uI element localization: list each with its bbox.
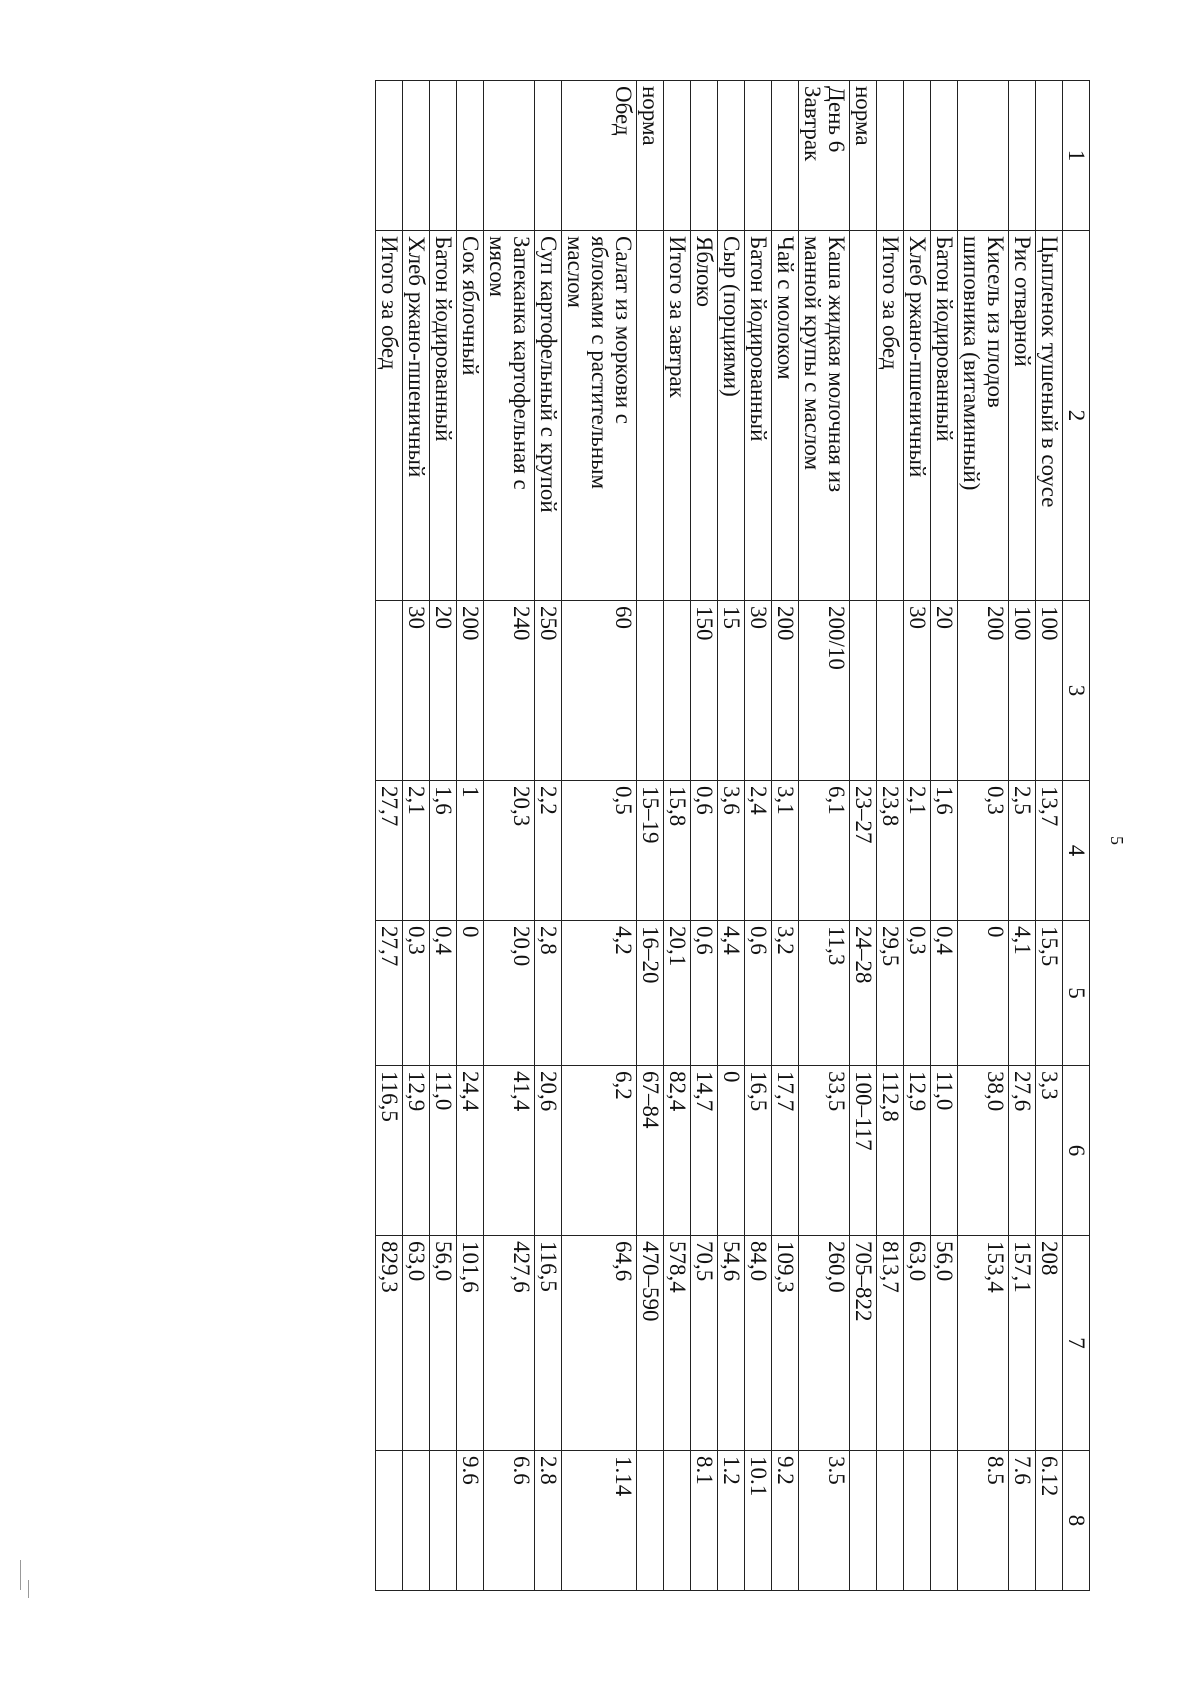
protein-cell: 0,5 (562, 781, 637, 921)
dish-cell: Чай с молоком (772, 231, 799, 601)
carbs-cell: 33,5 (799, 1066, 850, 1236)
recipe-number-cell: 2.8 (535, 1451, 562, 1591)
fat-cell: 20,0 (484, 921, 535, 1066)
section-cell (403, 81, 430, 231)
section-cell (772, 81, 799, 231)
carbs-cell: 24,4 (457, 1066, 484, 1236)
energy-cell: 64,6 (562, 1236, 637, 1451)
dish-cell: Хлеб ржано-пшеничный (904, 231, 931, 601)
recipe-number-cell: 10.1 (745, 1451, 772, 1591)
carbs-cell: 116,5 (376, 1066, 403, 1236)
portion-cell (376, 601, 403, 781)
protein-cell: 6,1 (799, 781, 850, 921)
energy-cell: 260,0 (799, 1236, 850, 1451)
protein-cell: 2,4 (745, 781, 772, 921)
protein-cell: 15,8 (664, 781, 691, 921)
protein-cell: 23,8 (877, 781, 904, 921)
protein-cell: 2,1 (403, 781, 430, 921)
section-cell (376, 81, 403, 231)
portion-cell: 250 (535, 601, 562, 781)
header-cell-2: 2 (1063, 231, 1090, 601)
fat-cell: 11,3 (799, 921, 850, 1066)
dish-cell: Итого за обед (376, 231, 403, 601)
portion-cell (637, 601, 664, 781)
scan-edge-mark (20, 1560, 21, 1590)
carbs-cell: 41,4 (484, 1066, 535, 1236)
table-row (1036, 81, 1063, 1591)
portion-cell: 200 (457, 601, 484, 781)
energy-cell: 63,0 (403, 1236, 430, 1451)
table-row (637, 81, 664, 1591)
protein-cell: 1 (457, 781, 484, 921)
fat-cell: 2,8 (535, 921, 562, 1066)
recipe-number-cell: 1.14 (562, 1451, 637, 1591)
dish-cell: Салат из моркови с яблоками с растительным маслом (562, 231, 637, 601)
table-row (799, 81, 850, 1591)
recipe-number-cell (850, 1451, 877, 1591)
section-cell (931, 81, 958, 231)
portion-cell: 30 (403, 601, 430, 781)
portion-cell: 30 (745, 601, 772, 781)
section-cell (718, 81, 745, 231)
section-cell (664, 81, 691, 231)
energy-cell: 56,0 (430, 1236, 457, 1451)
table-row (484, 81, 535, 1591)
recipe-number-cell: 1.2 (718, 1451, 745, 1591)
dish-cell: Рис отварной (1009, 231, 1036, 601)
fat-cell: 4,2 (562, 921, 637, 1066)
table-row (1009, 81, 1036, 1591)
section-cell: Обед (562, 81, 637, 231)
header-cell-7: 7 (1063, 1236, 1090, 1451)
fat-cell: 16–20 (637, 921, 664, 1066)
recipe-number-cell: 8.1 (691, 1451, 718, 1591)
section-cell (877, 81, 904, 231)
dish-cell: Суп картофельный с крупой (535, 231, 562, 601)
dish-cell: Сыр (порциями) (718, 231, 745, 601)
dish-cell: Батон йодированный (430, 231, 457, 601)
recipe-number-cell (904, 1451, 931, 1591)
header-cell-6: 6 (1063, 1066, 1090, 1236)
header-cell-5: 5 (1063, 921, 1090, 1066)
carbs-cell: 14,7 (691, 1066, 718, 1236)
protein-cell: 20,3 (484, 781, 535, 921)
fat-cell: 0,4 (931, 921, 958, 1066)
portion-cell: 15 (718, 601, 745, 781)
table-row (904, 81, 931, 1591)
dish-cell: Итого за завтрак (664, 231, 691, 601)
fat-cell: 4,1 (1009, 921, 1036, 1066)
portion-cell: 100 (1009, 601, 1036, 781)
section-cell (535, 81, 562, 231)
portion-cell: 60 (562, 601, 637, 781)
carbs-cell: 0 (718, 1066, 745, 1236)
carbs-cell: 16,5 (745, 1066, 772, 1236)
carbs-cell: 12,9 (403, 1066, 430, 1236)
carbs-cell: 82,4 (664, 1066, 691, 1236)
table-row (691, 81, 718, 1591)
energy-cell: 578,4 (664, 1236, 691, 1451)
table-row (562, 81, 637, 1591)
section-cell (745, 81, 772, 231)
carbs-cell: 27,6 (1009, 1066, 1036, 1236)
dish-cell (850, 231, 877, 601)
dish-cell: Запеканка картофельная с мясом (484, 231, 535, 601)
dish-cell: Кисель из плодов шиповника (витаминный) (958, 231, 1009, 601)
energy-cell: 813,7 (877, 1236, 904, 1451)
header-cell-8: 8 (1063, 1451, 1090, 1591)
dish-cell: Цыпленок тушеный в соусе (1036, 231, 1063, 601)
energy-cell: 153,4 (958, 1236, 1009, 1451)
energy-cell: 101,6 (457, 1236, 484, 1451)
portion-cell: 200 (958, 601, 1009, 781)
fat-cell: 0 (457, 921, 484, 1066)
energy-cell: 54,6 (718, 1236, 745, 1451)
section-cell: День 6 Завтрак (799, 81, 850, 231)
recipe-number-cell (877, 1451, 904, 1591)
table-row (958, 81, 1009, 1591)
header-row (1063, 81, 1090, 1591)
recipe-number-cell (376, 1451, 403, 1591)
energy-cell: 427,6 (484, 1236, 535, 1451)
energy-cell: 116,5 (535, 1236, 562, 1451)
fat-cell: 0,6 (745, 921, 772, 1066)
dish-cell: Батон йодированный (931, 231, 958, 601)
rotated-table-container (120, 80, 1090, 1590)
protein-cell: 13,7 (1036, 781, 1063, 921)
scan-edge-mark (28, 1580, 29, 1598)
section-cell (430, 81, 457, 231)
recipe-number-cell (430, 1451, 457, 1591)
portion-cell: 150 (691, 601, 718, 781)
dish-cell: Каша жидкая молочная из манной крупы с маслом (799, 231, 850, 601)
fat-cell: 15,5 (1036, 921, 1063, 1066)
table-row (745, 81, 772, 1591)
portion-cell: 20 (430, 601, 457, 781)
carbs-cell: 6,2 (562, 1066, 637, 1236)
fat-cell: 27,7 (376, 921, 403, 1066)
section-cell: норма (637, 81, 664, 231)
protein-cell: 23–27 (850, 781, 877, 921)
recipe-number-cell (403, 1451, 430, 1591)
table-row (718, 81, 745, 1591)
carbs-cell: 3,3 (1036, 1066, 1063, 1236)
portion-cell: 30 (904, 601, 931, 781)
page-number: 5 (1107, 836, 1127, 845)
carbs-cell: 100–117 (850, 1066, 877, 1236)
portion-cell: 200/10 (799, 601, 850, 781)
table-row (877, 81, 904, 1591)
carbs-cell: 20,6 (535, 1066, 562, 1236)
recipe-number-cell: 7.6 (1009, 1451, 1036, 1591)
table-row (535, 81, 562, 1591)
energy-cell: 829,3 (376, 1236, 403, 1451)
energy-cell: 705–822 (850, 1236, 877, 1451)
table-row (664, 81, 691, 1591)
nutrition-table (375, 80, 1090, 1591)
table-body (376, 81, 1090, 1591)
recipe-number-cell: 8.5 (958, 1451, 1009, 1591)
section-cell (457, 81, 484, 231)
fat-cell: 0,6 (691, 921, 718, 1066)
portion-cell: 20 (931, 601, 958, 781)
portion-cell (877, 601, 904, 781)
protein-cell: 2,1 (904, 781, 931, 921)
dish-cell: Итого за обед (877, 231, 904, 601)
section-cell (484, 81, 535, 231)
energy-cell: 56,0 (931, 1236, 958, 1451)
fat-cell: 0,4 (430, 921, 457, 1066)
recipe-number-cell (931, 1451, 958, 1591)
protein-cell: 15–19 (637, 781, 664, 921)
protein-cell: 0,3 (958, 781, 1009, 921)
fat-cell: 3,2 (772, 921, 799, 1066)
protein-cell: 3,1 (772, 781, 799, 921)
energy-cell: 63,0 (904, 1236, 931, 1451)
section-cell (1009, 81, 1036, 231)
section-cell (958, 81, 1009, 231)
table-row (772, 81, 799, 1591)
recipe-number-cell: 9.6 (457, 1451, 484, 1591)
fat-cell: 4,4 (718, 921, 745, 1066)
table-row (931, 81, 958, 1591)
energy-cell: 84,0 (745, 1236, 772, 1451)
recipe-number-cell: 6.6 (484, 1451, 535, 1591)
protein-cell: 2,2 (535, 781, 562, 921)
portion-cell: 200 (772, 601, 799, 781)
carbs-cell: 17,7 (772, 1066, 799, 1236)
table-row (457, 81, 484, 1591)
header-cell-1: 1 (1063, 81, 1090, 231)
dish-cell: Яблоко (691, 231, 718, 601)
protein-cell: 1,6 (931, 781, 958, 921)
fat-cell: 0,3 (403, 921, 430, 1066)
fat-cell: 20,1 (664, 921, 691, 1066)
recipe-number-cell (637, 1451, 664, 1591)
recipe-number-cell: 6.12 (1036, 1451, 1063, 1591)
fat-cell: 29,5 (877, 921, 904, 1066)
recipe-number-cell: 9.2 (772, 1451, 799, 1591)
carbs-cell: 38,0 (958, 1066, 1009, 1236)
carbs-cell: 112,8 (877, 1066, 904, 1236)
protein-cell: 0,6 (691, 781, 718, 921)
carbs-cell: 11,0 (430, 1066, 457, 1236)
table-row (376, 81, 403, 1591)
fat-cell: 0 (958, 921, 1009, 1066)
section-cell (691, 81, 718, 231)
carbs-cell: 67–84 (637, 1066, 664, 1236)
energy-cell: 157,1 (1009, 1236, 1036, 1451)
carbs-cell: 12,9 (904, 1066, 931, 1236)
carbs-cell: 11,0 (931, 1066, 958, 1236)
recipe-number-cell (664, 1451, 691, 1591)
section-cell (904, 81, 931, 231)
table-row (850, 81, 877, 1591)
portion-cell (664, 601, 691, 781)
energy-cell: 470–590 (637, 1236, 664, 1451)
protein-cell: 1,6 (430, 781, 457, 921)
energy-cell: 70,5 (691, 1236, 718, 1451)
dish-cell (637, 231, 664, 601)
header-cell-4: 4 (1063, 781, 1090, 921)
fat-cell: 24–28 (850, 921, 877, 1066)
dish-cell: Сок яблочный (457, 231, 484, 601)
dish-cell: Хлеб ржано-пшеничный (403, 231, 430, 601)
energy-cell: 109,3 (772, 1236, 799, 1451)
energy-cell: 208 (1036, 1236, 1063, 1451)
section-cell: норма (850, 81, 877, 231)
table-row (403, 81, 430, 1591)
protein-cell: 27,7 (376, 781, 403, 921)
protein-cell: 2,5 (1009, 781, 1036, 921)
dish-cell: Батон йодированный (745, 231, 772, 601)
portion-cell (850, 601, 877, 781)
header-cell-3: 3 (1063, 601, 1090, 781)
fat-cell: 0,3 (904, 921, 931, 1066)
portion-cell: 100 (1036, 601, 1063, 781)
portion-cell: 240 (484, 601, 535, 781)
protein-cell: 3,6 (718, 781, 745, 921)
table-row (430, 81, 457, 1591)
section-cell (1036, 81, 1063, 231)
recipe-number-cell: 3.5 (799, 1451, 850, 1591)
